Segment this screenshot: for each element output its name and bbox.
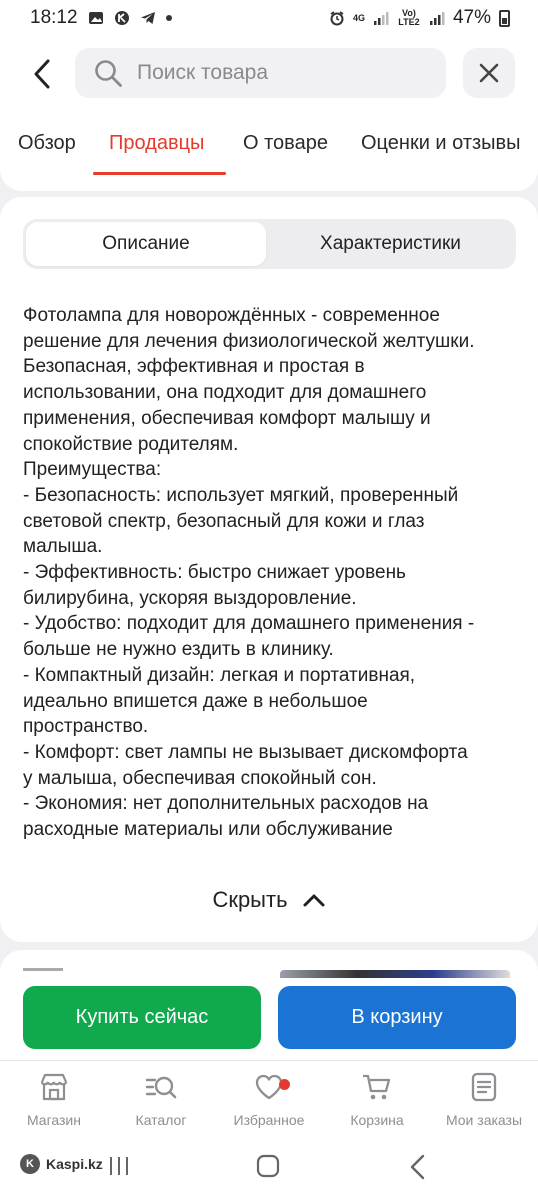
purchase-actions <box>23 986 516 1049</box>
description-line: решение для лечения физиологической желтушки. <box>23 330 475 352</box>
search-box[interactable] <box>75 48 446 98</box>
status-bar <box>0 0 538 36</box>
chevron-up-icon <box>302 892 326 908</box>
shop-icon <box>38 1071 70 1103</box>
nav-shop-label: Магазин <box>26 1112 81 1128</box>
collapse-label: Скрыть <box>212 887 288 912</box>
kaspi-watermark <box>20 1154 103 1174</box>
nav-orders-label: Мои заказы <box>445 1112 523 1128</box>
tab-overview[interactable]: Обзор <box>18 132 76 154</box>
kaspi-logo-icon: K <box>20 1154 40 1174</box>
search-icon <box>93 58 123 88</box>
description-line: малыша. <box>23 536 103 558</box>
close-icon <box>478 62 500 84</box>
network-type: 4G <box>352 12 365 23</box>
system-back-button[interactable] <box>408 1154 428 1185</box>
nav-orders[interactable] <box>434 1071 534 1128</box>
nav-cart-label: Корзина <box>350 1112 404 1128</box>
back-arrow-icon <box>408 1154 428 1180</box>
search-input[interactable] <box>137 61 437 85</box>
clock: 18:12 <box>30 7 78 28</box>
description-card <box>0 197 538 942</box>
description-line: Безопасная, эффективная и простая в <box>23 356 365 378</box>
catalog-search-icon <box>145 1071 177 1103</box>
description-line: Преимущества: <box>23 459 162 481</box>
collapse-button[interactable] <box>0 887 538 913</box>
add-to-cart-button[interactable]: В корзину <box>278 986 516 1049</box>
nav-favorites[interactable] <box>219 1071 319 1128</box>
recent-apps-icon <box>108 1154 130 1178</box>
back-button[interactable] <box>22 54 62 94</box>
cart-icon <box>361 1071 393 1103</box>
tab-about[interactable]: О товаре <box>243 132 328 154</box>
bottom-navigation <box>0 1060 538 1140</box>
segment-description[interactable]: Описание <box>26 222 266 266</box>
home-icon <box>256 1154 280 1178</box>
description-line: расходные материалы или обслуживание <box>23 819 393 841</box>
favorites-badge-dot <box>279 1079 290 1090</box>
next-section-image-peek <box>280 970 510 978</box>
header <box>0 36 538 191</box>
recent-apps-button[interactable] <box>108 1154 130 1183</box>
signal-2-icon <box>429 10 445 26</box>
gallery-icon <box>88 10 104 26</box>
close-search-button[interactable] <box>463 48 515 98</box>
description-line: пространство. <box>23 716 149 738</box>
telegram-icon <box>140 10 156 26</box>
signal-icon <box>373 10 389 26</box>
description-line: применения, обеспечивая комфорт малышу и <box>23 407 431 429</box>
product-tabs <box>0 126 538 176</box>
product-description <box>23 303 523 843</box>
kaspi-brand-text: Kaspi.kz <box>46 1156 103 1172</box>
description-line: у малыша, обеспечивая спокойный сон. <box>23 767 377 789</box>
description-line: - Безопасность: использует мягкий, проверенный <box>23 484 459 506</box>
nav-catalog[interactable] <box>111 1071 211 1128</box>
nav-favorites-label: Избранное <box>233 1112 305 1128</box>
description-line: - Экономия: нет дополнительных расходов на <box>23 793 429 815</box>
alarm-icon <box>329 10 345 26</box>
home-button[interactable] <box>256 1154 280 1183</box>
description-line: спокойствие родителям. <box>23 433 239 455</box>
description-line: билирубина, ускоряя выздоровление. <box>23 587 357 609</box>
nav-catalog-label: Каталог <box>135 1112 187 1128</box>
next-section-title-peek <box>23 968 63 976</box>
description-line: Фотолампа для новорождённых - современное <box>23 305 440 326</box>
description-line: больше не нужно ездить в клинику. <box>23 639 334 661</box>
orders-icon <box>468 1071 500 1103</box>
status-right <box>329 7 510 29</box>
description-line: - Комфорт: свет лампы не вызывает дискомфорта <box>23 741 468 763</box>
description-line: - Компактный дизайн: легкая и портативная, <box>23 664 416 686</box>
description-line: идеально впишется даже в небольшое <box>23 690 368 712</box>
description-line: - Удобство: подходит для домашнего применения - <box>23 613 475 635</box>
segmented-control <box>23 219 516 269</box>
tab-reviews[interactable]: Оценки и отзывы <box>361 132 521 154</box>
status-left <box>30 7 172 29</box>
more-notifications-dot <box>166 15 172 21</box>
segment-specifications[interactable]: Характеристики <box>320 233 461 254</box>
description-line: - Эффективность: быстро снижает уровень <box>23 562 406 584</box>
description-line: световой спектр, безопасный для кожи и глаз <box>23 510 425 532</box>
nav-cart[interactable] <box>327 1071 427 1128</box>
active-tab-indicator <box>93 172 226 175</box>
battery-icon <box>499 10 510 27</box>
buy-now-button[interactable]: Купить сейчас <box>23 986 261 1049</box>
volte-label: Vo) LTE2 <box>398 8 420 27</box>
system-navigation-bar <box>0 1140 538 1200</box>
chevron-left-icon <box>31 58 53 90</box>
tab-sellers[interactable]: Продавцы <box>109 132 205 154</box>
battery-percent: 47% <box>452 7 491 28</box>
nav-shop[interactable] <box>4 1071 104 1128</box>
description-line: использовании, она подходит для домашнего <box>23 382 427 404</box>
kaspi-notification-icon <box>114 10 130 26</box>
